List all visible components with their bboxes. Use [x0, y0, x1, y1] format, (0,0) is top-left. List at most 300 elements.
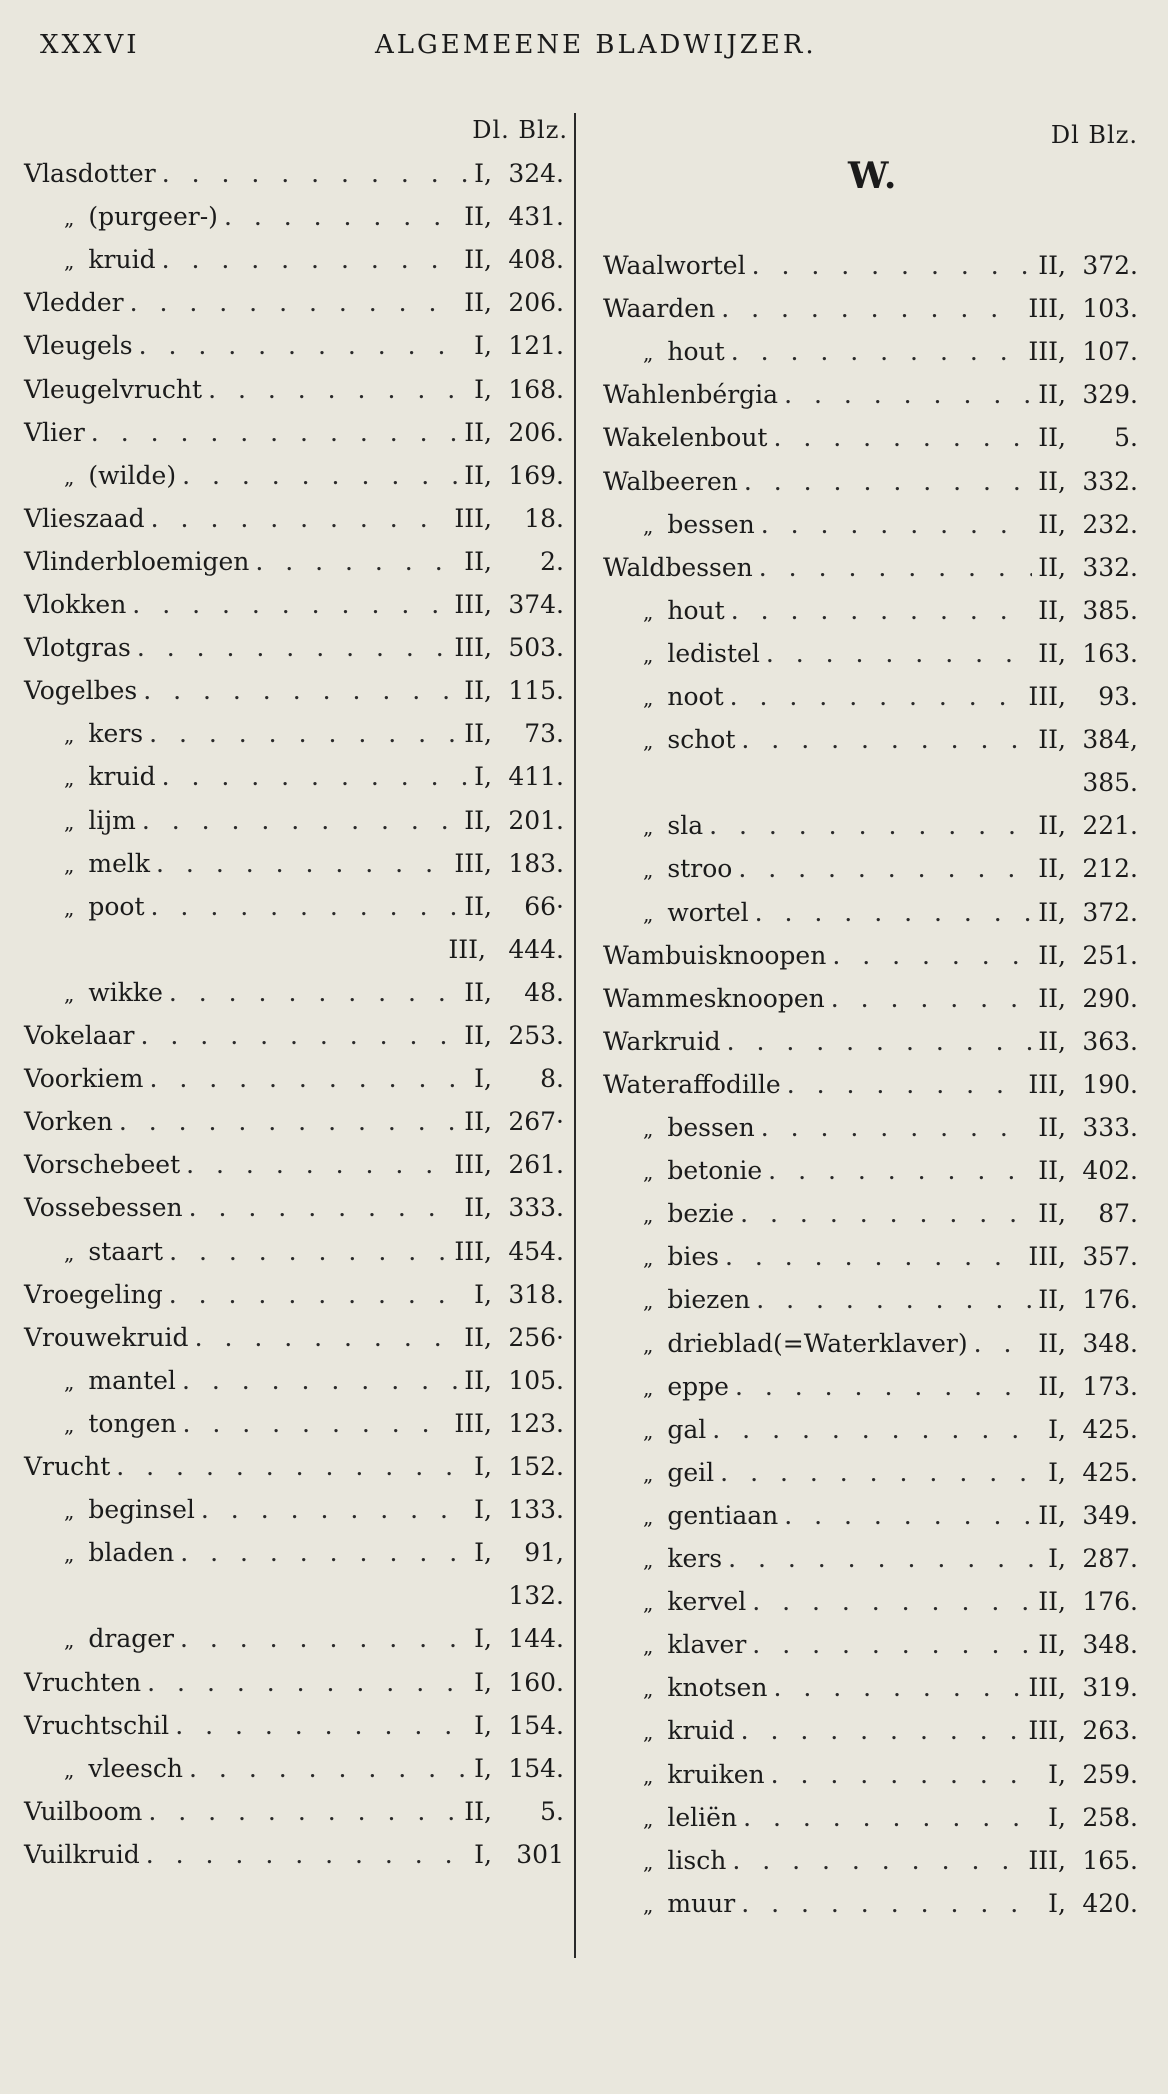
page-ref: 263. — [1082, 1716, 1138, 1746]
volume-number: II, — [1038, 897, 1066, 927]
dot-leader — [784, 373, 1032, 417]
index-entry — [603, 1322, 1138, 1366]
entry-term: „ mantel — [24, 1359, 176, 1404]
entry-term: „ eppe — [603, 1365, 729, 1410]
volume-number: II, — [1038, 1587, 1066, 1617]
entry-reference — [474, 1057, 564, 1101]
page-ref: 87. — [1098, 1199, 1138, 1229]
index-entry — [24, 712, 564, 756]
dot-leader — [773, 1666, 1022, 1710]
index-entry — [603, 1365, 1138, 1409]
dot-leader — [169, 1230, 448, 1274]
index-entry — [24, 497, 564, 541]
page-ref: 348. — [1082, 1328, 1138, 1358]
index-entry-continuation — [603, 761, 1138, 805]
entry-term: Vlokken — [24, 590, 127, 619]
entry-term: Warkruid — [603, 1026, 721, 1056]
dot-leader — [741, 1709, 1023, 1753]
page-ref: 454. — [508, 1236, 564, 1266]
page-ref: 5. — [1114, 423, 1138, 453]
index-entry — [24, 1402, 564, 1446]
entry-term: Vlieszaad — [24, 503, 145, 533]
index-entry — [603, 460, 1138, 504]
entry-reference — [474, 1617, 564, 1661]
index-entry — [24, 842, 564, 886]
index-entry — [24, 1704, 564, 1748]
index-entry — [603, 1623, 1138, 1667]
index-entry — [24, 1359, 564, 1403]
index-entry — [603, 1149, 1138, 1193]
entry-reference — [464, 1316, 564, 1360]
entry-reference — [1038, 244, 1138, 288]
index-entry — [603, 1666, 1138, 1710]
index-entry-continuation — [24, 928, 564, 972]
entry-reference — [454, 626, 564, 670]
page-ref: 121. — [508, 331, 564, 361]
entry-term: „ vleesch — [24, 1747, 183, 1792]
dot-leader — [130, 281, 459, 325]
volume-number: I, — [1048, 1759, 1066, 1789]
entry-term: „ geil — [603, 1451, 714, 1496]
dot-leader — [730, 675, 1023, 719]
volume-number: I, — [474, 762, 492, 792]
index-entry — [603, 1278, 1138, 1322]
index-entry — [603, 632, 1138, 676]
volume-number: I, — [474, 331, 492, 361]
page-ref: 251. — [1082, 940, 1138, 970]
page-ref: 206. — [508, 417, 564, 447]
entry-term: Vleugelvrucht — [24, 374, 203, 404]
entry-term: Walbeeren — [603, 466, 738, 496]
page-ref: 329. — [1082, 380, 1138, 410]
page-ref: 93. — [1098, 682, 1138, 711]
index-entry — [24, 195, 564, 239]
entry-reference — [1038, 1020, 1138, 1064]
volume-number: II, — [464, 546, 492, 576]
page-ref: 290. — [1082, 983, 1138, 1013]
entry-reference — [474, 1704, 564, 1748]
dot-leader — [761, 1106, 1033, 1150]
page-ref: 385. — [1082, 595, 1138, 625]
entry-term: „ kruid — [24, 238, 156, 283]
page-ref: 333. — [508, 1193, 564, 1223]
entry-reference — [474, 324, 564, 368]
dot-leader — [787, 1063, 1023, 1107]
entry-reference — [486, 1574, 564, 1618]
dot-leader — [147, 1661, 468, 1705]
page-ref: 144. — [508, 1624, 564, 1654]
page-ref: 267· — [508, 1107, 564, 1137]
index-entry — [603, 287, 1138, 331]
entry-reference — [1038, 589, 1138, 633]
entry-reference — [1028, 287, 1138, 331]
entry-term: Wateraffodille — [603, 1069, 781, 1099]
entry-reference — [1048, 1451, 1138, 1495]
dot-leader — [189, 1186, 459, 1230]
volume-number: II, — [1038, 940, 1066, 970]
dot-leader — [768, 1149, 1032, 1193]
entry-term: „ staart — [24, 1230, 163, 1275]
dot-leader — [759, 546, 1033, 590]
dot-leader — [755, 891, 1033, 935]
entry-reference — [1028, 330, 1138, 374]
dot-leader — [180, 1531, 468, 1575]
page-ref: 8. — [540, 1064, 564, 1094]
dot-leader — [727, 1020, 1033, 1064]
entry-term: „ (purgeer-) — [24, 195, 218, 240]
entry-reference — [1038, 632, 1138, 676]
volume-number: I, — [1048, 1802, 1066, 1832]
volume-number: I, — [474, 374, 492, 404]
entry-reference — [1038, 460, 1138, 504]
index-entry — [603, 1063, 1138, 1107]
page-ref: 115. — [508, 676, 564, 706]
dot-leader — [712, 1408, 1042, 1452]
index-entry — [603, 1537, 1138, 1581]
entry-term: Waalwortel — [603, 251, 746, 280]
entry-term: Vledder — [24, 288, 124, 318]
index-entry — [24, 411, 564, 455]
entry-reference — [1048, 1796, 1138, 1840]
page-ref: 18. — [524, 503, 564, 533]
entry-term: Wammesknoopen — [603, 983, 825, 1013]
page-ref: 318. — [508, 1279, 564, 1309]
volume-number: II, — [464, 805, 492, 835]
entry-term: Wakelenbout — [603, 423, 768, 453]
entry-reference — [1038, 1365, 1138, 1409]
entry-term: „ poot — [24, 885, 145, 930]
dot-leader — [91, 411, 459, 455]
volume-number: II, — [1038, 1328, 1066, 1358]
entry-reference — [1038, 1623, 1138, 1667]
entry-term: „ kruid — [603, 1709, 735, 1754]
page-ref: 105. — [508, 1365, 564, 1395]
index-entry — [603, 718, 1138, 762]
volume-number: II, — [1038, 380, 1066, 410]
page-ref: 123. — [508, 1408, 564, 1438]
index-entry — [24, 1488, 564, 1532]
volume-number: III, — [448, 934, 486, 964]
page-ref: 333. — [1082, 1113, 1138, 1142]
index-entry — [24, 1186, 564, 1230]
entry-term: Vuilboom — [24, 1796, 143, 1826]
index-entry — [603, 1796, 1138, 1840]
entry-term: „ knotsen — [603, 1666, 767, 1711]
dot-leader — [119, 1100, 458, 1144]
entry-reference — [464, 195, 564, 239]
page-ref: 349. — [1082, 1500, 1138, 1530]
page-ref: 66· — [524, 891, 564, 921]
page-ref: 385. — [1082, 768, 1138, 798]
volume-number: II, — [1038, 725, 1066, 755]
entry-term: Vorschebeet — [24, 1150, 181, 1180]
volume-number: II, — [1038, 638, 1066, 668]
entry-term: „ bies — [603, 1235, 719, 1280]
entry-term: „ muur — [603, 1882, 735, 1927]
volume-number: II, — [1038, 1156, 1066, 1186]
entry-term: „ melk — [24, 842, 150, 887]
index-entry — [603, 1839, 1138, 1883]
dot-leader — [731, 330, 1023, 374]
dot-leader — [162, 152, 468, 196]
entry-reference — [1038, 503, 1138, 547]
dot-leader — [143, 669, 458, 713]
page-ref: 324. — [508, 159, 564, 188]
index-entry — [603, 1408, 1138, 1452]
dot-leader — [139, 324, 469, 368]
entry-term: „ (wilde) — [24, 454, 176, 499]
index-entry — [603, 589, 1138, 633]
page-ref: 163. — [1082, 638, 1138, 668]
index-entry — [603, 1106, 1138, 1150]
volume-number: II, — [464, 1107, 492, 1137]
index-entry — [24, 152, 564, 196]
entry-term: Wahlenbérgia — [603, 380, 779, 410]
entry-reference — [1048, 1537, 1138, 1581]
entry-reference — [464, 712, 564, 756]
volume-number: II, — [1038, 595, 1066, 625]
entry-reference — [474, 1488, 564, 1532]
index-entry — [603, 503, 1138, 547]
entry-reference — [464, 281, 564, 325]
entry-reference — [454, 583, 564, 627]
dot-leader — [773, 416, 1032, 460]
page-ref: 212. — [1082, 854, 1138, 884]
index-entry — [24, 799, 564, 843]
entry-term: „ ledistel — [603, 632, 760, 677]
volume-number: I, — [474, 159, 492, 188]
section-letter: W. — [848, 155, 898, 197]
entry-reference — [474, 1833, 564, 1877]
volume-number: I, — [474, 1064, 492, 1094]
page-ref: 103. — [1082, 294, 1138, 324]
dot-leader — [741, 1882, 1042, 1926]
index-entry — [24, 1014, 564, 1058]
entry-reference — [1038, 977, 1138, 1021]
page-ref: 319. — [1082, 1673, 1138, 1703]
entry-reference — [464, 1790, 564, 1834]
entry-reference — [474, 1273, 564, 1317]
dot-leader — [761, 503, 1033, 547]
entry-reference — [1038, 373, 1138, 417]
index-entry — [24, 238, 564, 282]
page-ref: 332. — [1082, 552, 1138, 582]
entry-reference — [464, 669, 564, 713]
dot-leader — [162, 755, 469, 799]
page-title: ALGEMEENE BLADWIJZER. — [375, 30, 817, 60]
index-entry — [24, 368, 564, 412]
page-ref: 2. — [540, 546, 564, 576]
dot-leader — [201, 1488, 468, 1532]
page-ref: 221. — [1082, 811, 1138, 841]
volume-number: II, — [464, 460, 492, 490]
entry-reference — [464, 411, 564, 455]
entry-term: „ klaver — [603, 1623, 746, 1668]
volume-number: II, — [1038, 251, 1066, 280]
entry-term: Vrucht — [24, 1452, 111, 1481]
page-ref: 425. — [1082, 1457, 1138, 1487]
index-entry — [603, 546, 1138, 590]
page-ref: 259. — [1082, 1759, 1138, 1789]
volume-number: II, — [1038, 1113, 1066, 1142]
entry-reference — [474, 152, 564, 196]
entry-term: Vlinderbloemigen — [24, 546, 250, 576]
page-ref: 348. — [1082, 1630, 1138, 1660]
entry-reference — [464, 540, 564, 584]
page-ref: 431. — [508, 202, 564, 232]
volume-number: III, — [454, 1150, 492, 1180]
volume-number: I, — [474, 1495, 492, 1525]
index-entry — [24, 1316, 564, 1360]
entry-reference — [1038, 1322, 1138, 1366]
entry-term: Vruchten — [24, 1667, 142, 1697]
dot-leader — [784, 1494, 1032, 1538]
dot-leader — [162, 238, 459, 282]
index-entry — [603, 1020, 1138, 1064]
volume-number: II, — [464, 719, 492, 749]
entry-reference — [474, 1445, 564, 1489]
dot-leader — [149, 712, 458, 756]
entry-reference — [464, 971, 564, 1015]
dot-leader — [116, 1445, 468, 1489]
dot-leader — [766, 632, 1032, 676]
entry-term: „ hout — [603, 589, 725, 634]
page-ref: 425. — [1082, 1414, 1138, 1444]
entry-term: Vogelbes — [24, 676, 138, 706]
dot-leader — [132, 583, 448, 627]
page-ref: 420. — [1082, 1888, 1138, 1918]
entry-reference — [464, 454, 564, 498]
dot-leader — [182, 454, 458, 498]
column-divider — [574, 113, 576, 1958]
entry-term: „ wortel — [603, 891, 749, 936]
index-entry — [603, 847, 1138, 891]
entry-reference — [1028, 1666, 1138, 1710]
index-entry — [24, 1273, 564, 1317]
page-ref: 168. — [508, 374, 564, 404]
volume-number: II, — [1038, 509, 1066, 539]
volume-number: I, — [474, 1538, 492, 1568]
dot-leader — [189, 1747, 468, 1791]
entry-term: Vuilkruid — [24, 1839, 140, 1869]
index-entry — [603, 1192, 1138, 1236]
entry-reference — [474, 1747, 564, 1791]
dot-leader — [142, 799, 458, 843]
page-ref: 91, — [524, 1538, 564, 1568]
entry-reference — [1038, 891, 1138, 935]
page-ref: 73. — [524, 719, 564, 749]
column-heading: Dl Blz. — [1050, 121, 1138, 149]
volume-number: II, — [1038, 466, 1066, 496]
page-ref: 206. — [508, 288, 564, 318]
index-entry — [603, 804, 1138, 848]
index-entry — [24, 1617, 564, 1661]
dot-leader — [182, 1402, 448, 1446]
entry-term: „ kers — [24, 712, 143, 757]
index-entry — [24, 1100, 564, 1144]
dot-leader — [137, 626, 449, 670]
dot-leader — [832, 934, 1032, 978]
volume-number: III, — [1028, 1242, 1066, 1272]
entry-reference — [1038, 416, 1138, 460]
volume-number: II, — [464, 1193, 492, 1223]
dot-leader — [732, 1839, 1022, 1883]
entry-reference — [464, 1100, 564, 1144]
index-entry — [603, 891, 1138, 935]
entry-term: „ lijm — [24, 799, 136, 844]
index-entry — [24, 1057, 564, 1101]
entry-term: „ lisch — [603, 1839, 726, 1884]
volume-number: II, — [1038, 1199, 1066, 1229]
volume-number: II, — [464, 1365, 492, 1395]
dot-leader — [738, 847, 1032, 891]
entry-term: Voorkiem — [24, 1064, 144, 1094]
entry-reference — [464, 799, 564, 843]
entry-reference — [1028, 675, 1138, 719]
volume-number: III, — [454, 590, 492, 619]
entry-term: „ schot — [603, 718, 735, 763]
entry-reference — [1038, 1149, 1138, 1193]
entry-reference — [464, 1186, 564, 1230]
dot-leader — [175, 1704, 468, 1748]
entry-term: „ gentiaan — [603, 1494, 778, 1539]
entry-term: „ bladen — [24, 1531, 174, 1576]
entry-term: Vrouwekruid — [24, 1322, 189, 1352]
entry-term: Vlasdotter — [24, 159, 156, 188]
page-ref: 169. — [508, 460, 564, 490]
page-ref: 261. — [508, 1150, 564, 1180]
entry-reference — [474, 755, 564, 799]
dot-leader — [731, 589, 1033, 633]
volume-number: II, — [464, 977, 492, 1007]
entry-term: „ drieblad(=Waterklaver) — [603, 1322, 968, 1367]
dot-leader — [740, 1192, 1032, 1236]
entry-term: Vlier — [24, 417, 85, 447]
entry-reference — [1038, 1580, 1138, 1624]
dot-leader — [146, 1833, 468, 1877]
volume-number: I, — [1048, 1414, 1066, 1444]
page-ref: 444. — [508, 934, 564, 964]
entry-reference — [1048, 1882, 1138, 1926]
index-entry — [24, 454, 564, 498]
page-ref: 357. — [1082, 1242, 1138, 1272]
entry-term: „ bessen — [603, 503, 755, 548]
page-ref: 201. — [508, 805, 564, 835]
page-ref: 253. — [508, 1021, 564, 1050]
entry-term: Vokelaar — [24, 1021, 135, 1050]
dot-leader — [151, 885, 459, 929]
entry-term: „ drager — [24, 1617, 174, 1662]
entry-reference — [1038, 546, 1138, 590]
entry-reference — [1038, 1106, 1138, 1150]
page-ref: 332. — [1082, 466, 1138, 496]
entry-reference — [1028, 1235, 1138, 1279]
entry-term: „ bessen — [603, 1106, 755, 1151]
index-entry — [603, 1235, 1138, 1279]
dot-leader — [752, 1623, 1032, 1667]
volume-number: I, — [1048, 1457, 1066, 1487]
index-entry — [24, 1833, 564, 1877]
page-ref: 133. — [508, 1495, 564, 1525]
volume-number: II, — [1038, 854, 1066, 884]
volume-number: III, — [1028, 337, 1066, 367]
index-entry — [603, 416, 1138, 460]
page-ref: 402. — [1082, 1156, 1138, 1186]
volume-number: III, — [454, 848, 492, 878]
volume-number: I, — [474, 1279, 492, 1309]
entry-reference — [1060, 761, 1138, 805]
dot-leader — [741, 718, 1032, 762]
